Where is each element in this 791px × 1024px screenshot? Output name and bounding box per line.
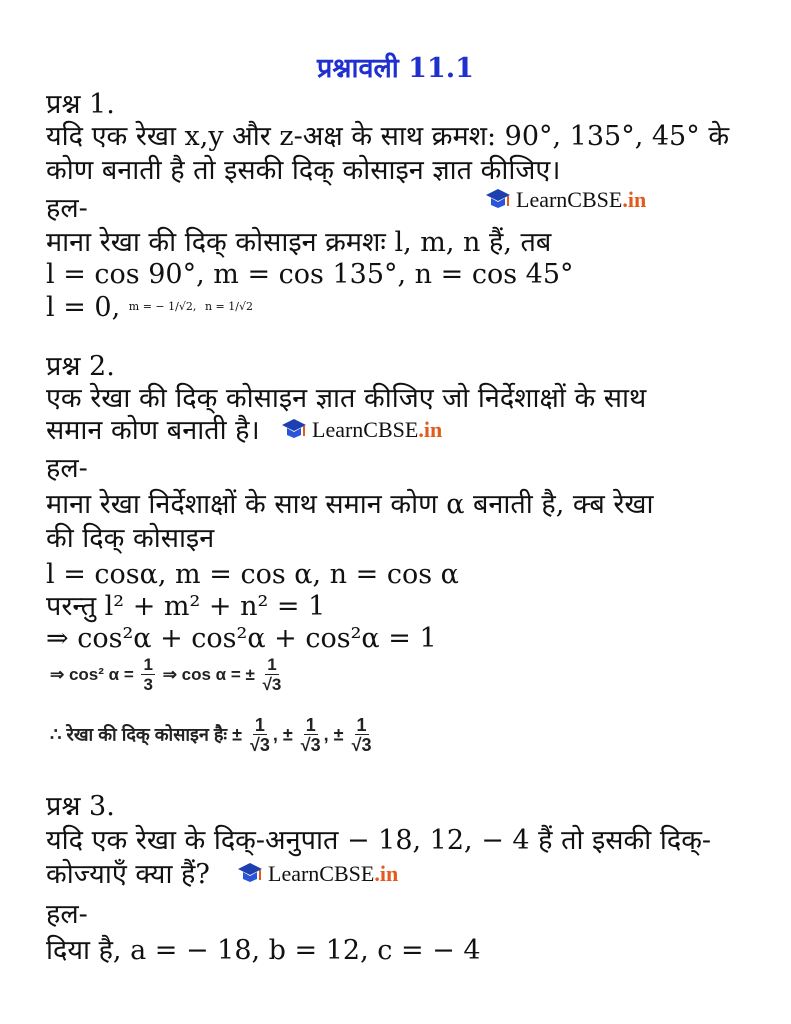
brand-name: LearnCBSE	[516, 187, 623, 212]
fraction-one-over-root3	[263, 656, 282, 695]
fraction-denominator: √3	[300, 735, 321, 755]
question-2-text-line2: समान कोण बनाती है।	[46, 415, 260, 446]
q3-solution-line1: दिया है, a = − 18, b = 12, c = − 4	[46, 935, 481, 966]
separator: , ±	[272, 724, 293, 745]
brand-tld: .in	[418, 417, 443, 442]
l-value: l = 0,	[46, 292, 121, 323]
brand-name: LearnCBSE	[312, 417, 419, 442]
fraction-denominator: √3	[351, 735, 372, 755]
fraction-denominator: √3	[249, 735, 270, 755]
fraction-numerator: 1	[267, 655, 277, 674]
question-3-text-line1: यदि एक रेखा के दिक्-अनुपात − 18, 12, − 4 हैं तो इसकी दिक्-	[46, 825, 712, 856]
fraction-numerator: 1	[143, 655, 153, 674]
question-3-label: प्रश्न 3.	[46, 791, 115, 822]
q1-solution-line1: माना रेखा की दिक् कोसाइन क्रमशः l, m, n हैं, तब	[46, 227, 552, 258]
question-1-label: प्रश्न 1.	[46, 89, 115, 120]
brand-tld: .in	[374, 861, 399, 886]
eq1-lhs: ⇒ cos² α =	[50, 664, 134, 684]
m-value: m = − 1/√2,	[128, 300, 197, 313]
q2-solution-line4: परन्तु l² + m² + n² = 1	[46, 591, 326, 622]
page-title: प्रश्नावली 11.1	[317, 53, 474, 84]
q2-solution-line1: माना रेखा निर्देशाक्षों के साथ समान कोण α बनाती है, क्ब रेखा	[46, 489, 654, 520]
question-2-solution-label: हल-	[46, 453, 88, 484]
question-3-text-line2: कोज्याएँ क्या हैं?	[46, 859, 210, 890]
graduation-cap-icon	[280, 416, 308, 442]
fraction-denominator: √3	[262, 675, 282, 694]
fraction-b	[301, 716, 321, 755]
eq1-mid: ⇒ cos α = ±	[162, 664, 255, 684]
q2-solution-line5: ⇒ cos²α + cos²α + cos²α = 1	[46, 623, 437, 654]
question-1-text-line2: कोण बनाती है तो इसकी दिक् कोसाइन ज्ञात कीजिए।	[46, 155, 561, 186]
brand-watermark-3	[236, 860, 398, 888]
question-2-text-line1: एक रेखा की दिक् कोसाइन ज्ञात कीजिए जो निर्देशाक्षों के साथ	[46, 383, 647, 414]
question-2-label: प्रश्न 2.	[46, 351, 115, 382]
brand-watermark-1	[484, 186, 646, 214]
brand-tld: .in	[622, 187, 647, 212]
eq2-lhs: ∴ रेखा की दिक् कोसाइन हैः ±	[50, 724, 242, 745]
separator: , ±	[323, 724, 344, 745]
question-3-solution-label: हल-	[46, 899, 88, 930]
fraction-c	[352, 716, 372, 755]
brand-watermark-2	[280, 416, 442, 444]
q2-solution-line2: की दिक् कोसाइन	[46, 523, 215, 554]
brand-name: LearnCBSE	[268, 861, 375, 886]
q2-result-direction-cosines	[50, 716, 374, 755]
fraction-one-third	[141, 656, 154, 695]
graduation-cap-icon	[236, 860, 264, 886]
fraction-numerator: 1	[356, 715, 367, 735]
graduation-cap-icon	[484, 186, 512, 212]
fraction-denominator: 3	[143, 675, 153, 694]
question-1-text-line1: यदि एक रेखा x,y और z-अक्ष के साथ क्रमश: 90°, 135°, 45° के	[46, 121, 730, 152]
q1-solution-line2: l = cos 90°, m = cos 135°, n = cos 45°	[46, 259, 574, 290]
question-1-solution-label: हल-	[46, 193, 88, 224]
fraction-numerator: 1	[305, 715, 316, 735]
fraction-a	[250, 716, 270, 755]
q2-solution-line3: l = cosα, m = cos α, n = cos α	[46, 559, 459, 590]
n-value: n = 1/√2	[204, 300, 253, 313]
q1-solution-line3	[46, 290, 253, 325]
fraction-numerator: 1	[254, 715, 265, 735]
q2-equation-cos-squared	[50, 656, 284, 695]
